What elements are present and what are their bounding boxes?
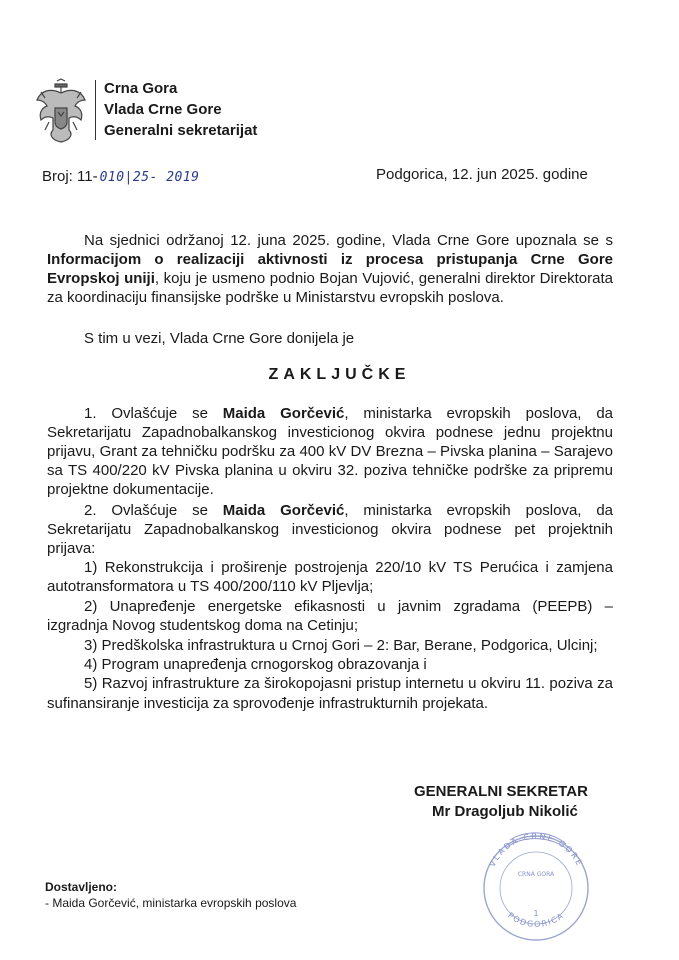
official-seal <box>466 812 606 952</box>
reference-handwritten: 010|25- 2019 <box>99 170 200 185</box>
coat-of-arms-icon <box>33 78 89 144</box>
letterhead <box>104 78 257 141</box>
conclusion-item-1 <box>47 404 613 499</box>
header-divider <box>95 80 96 140</box>
item2-prefix: 2. Ovlašćuje se <box>84 502 223 519</box>
intro-bold-title: Informacijom o realizaciji aktivnosti iz procesa pristupanja Crne Gore Evropskoj uniji <box>47 251 613 287</box>
item2-text: , ministarka evropskih poslova, da Sekretarijatu Zapadnobalkanskog investicionog okvira podnese pet projektnih prijava: <box>47 502 614 557</box>
conclusion-intro: S tim u vezi, Vlada Crne Gore donijela je <box>84 330 355 347</box>
seal-bottom-text: PODGORICA <box>506 910 566 930</box>
document-heading: ZAKLJUČKE <box>268 366 411 383</box>
seal-number: 1 <box>533 909 539 918</box>
letterhead-country: Crna Gora <box>104 80 178 97</box>
distribution-recipient: - Maida Gorčević, ministarka evropskih poslova <box>45 896 297 910</box>
signatory-title: GENERALNI SEKRETAR <box>414 783 588 800</box>
document-date: Podgorica, 12. jun 2025. godine <box>376 166 588 183</box>
item1-prefix: 1. Ovlašćuje se <box>84 405 223 422</box>
list-item: 1) Rekonstrukcija i proširenje postrojenja 220/10 kV TS Perućica i zamjena autotransformatora u TS 400/200/110 kV Pljevlja; <box>47 559 613 596</box>
letterhead-secretariat: Generalni sekretarijat <box>104 122 258 139</box>
list-item: 5) Razvoj infrastrukture za širokopojasni pristup internetu u okviru 11. poziva za sufinansiranje investicija za sprovođenje infrastrukturnih projekata. <box>47 675 613 712</box>
signatory-name: Mr Dragoljub Nikolić <box>432 803 578 820</box>
list-item: 4) Program unapređenja crnogorskog obrazovanja i <box>84 656 427 674</box>
conclusion-item-2 <box>47 501 613 558</box>
item1-name: Maida Gorčević <box>222 405 345 422</box>
letterhead-government: Vlada Crne Gore <box>104 101 222 118</box>
reference-label: Broj: 11- <box>42 168 98 185</box>
reference-number <box>42 168 200 185</box>
intro-text-2: , koju je usmeno podnio Bojan Vujović, generalni direktor Direktorata za koordinaciju finansijske podrške u Ministarstvu evropskih poslova. <box>47 270 613 306</box>
project-list <box>47 558 613 713</box>
list-item: 3) Predškolska infrastruktura u Crnoj Gori – 2: Bar, Berane, Podgorica, Ulcinj; <box>84 636 598 654</box>
distribution-label: Dostavljeno: <box>45 880 118 894</box>
list-item: 2) Unapređenje energetske efikasnosti u javnim zgradama (PEEPB) – izgradnja Novog studentskog doma na Cetinju; <box>47 597 613 635</box>
seal-country-text: CRNA GORA <box>517 871 555 878</box>
item1-text: , ministarka evropskih poslova, da Sekretarijatu Zapadnobalkanskog investicionog okvira podnese jednu projektnu prijavu, Grant za tehničku podršku za 400 kV DV Brezna – Pivska planina – Sarajevo sa TS 400/220 kV Pivska planina u okviru 32. poziva tehničke podrške za pripremu projektne dokumentacije. <box>47 405 614 498</box>
intro-text-1: Na sjednici održanoj 12. juna 2025. godine, Vlada Crne Gore upoznala se s <box>84 232 613 249</box>
item2-name: Maida Gorčević <box>222 502 345 519</box>
seal-top-text: VLADA CRNE GORE <box>487 831 585 869</box>
intro-paragraph <box>47 231 613 307</box>
